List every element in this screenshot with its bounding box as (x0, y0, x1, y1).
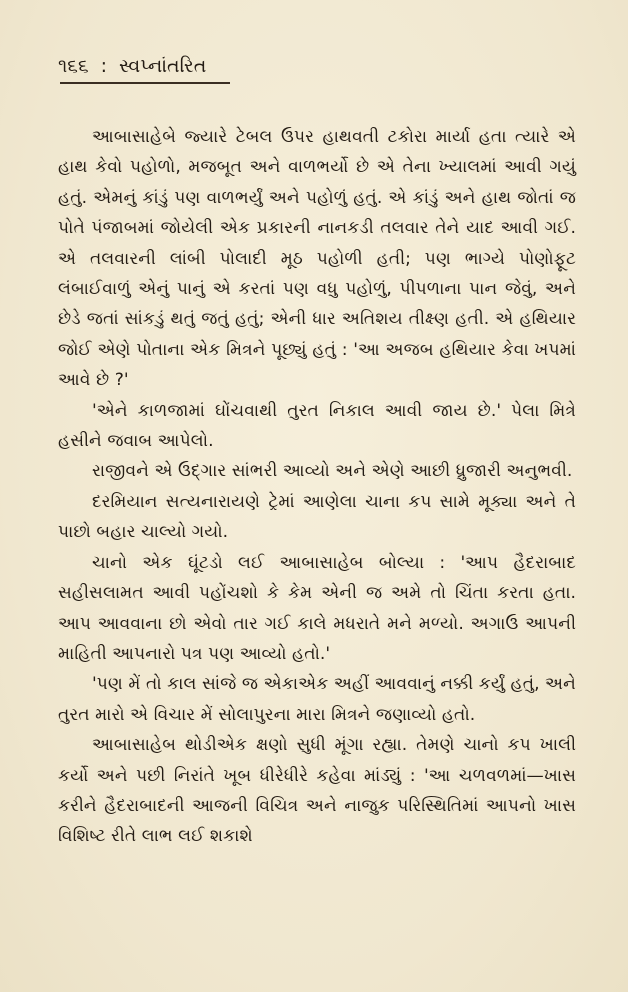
header-separator: : (100, 55, 107, 77)
page-header (58, 54, 576, 78)
header-underline (60, 82, 230, 84)
page-body (58, 122, 576, 852)
paragraph-5: ચાનો એક ઘૂંટડો લઈ આબાસાહેબ બોલ્યા : 'આપ હૈદરાબાદ સહીસલામત આવી પહોંચશો કે કેમ એની જ અમે તો ચિંતા કરતા હતા. આપ આવવાના છો એવો તાર ગઈ કાલે મધરાતે મને મળ્યો. અગાઉ આપની માહિતી આપનારો પત્ર પણ આવ્યો હતો.' (58, 552, 576, 664)
book-title: સ્વપ્નાંતરિત (119, 55, 207, 77)
paragraph-1: આબાસાહેબે જ્યારે ટેબલ ઉપર હાથવતી ટકોરા માર્યા હતા ત્યારે એ હાથ કેવો પહોળો, મજબૂત અને વાળભર્યો છે એ તેના ખ્યાલમાં આવી ગયું હતું. એમનું કાંડું પણ વાળભર્યું અને પહોળું હતું. એ કાંડું અને હાથ જોતાં જ પોતે પંજાબમાં જોયેલી એક પ્રકારની નાનકડી તલવાર તેને યાદ આવી ગઈ. એ તલવારની લાંબી પોલાદી મૂઠ પહોળી હતી; પણ ભાગ્યે પોણોફૂટ લંબાઈવાળું એનું પાનું એ કરતાં પણ વધુ પહોળું, પીપળાના પાન જેવું, અને છેડે જતાં સાંકડું થતું જતું હતું; એની ધાર અતિશય તીક્ષ્ણ હતી. એ હથિયાર જોઈ એણે પોતાના એક મિત્રને પૂછ્યું હતું : 'આ અજબ હથિયાર કેવા ખપમાં આવે છે ?' (58, 127, 576, 391)
paragraph-4: દરમિયાન સત્યનારાયણે ટ્રેમાં આણેલા ચાના કપ સામે મૂક્યા અને તે પાછો બહાર ચાલ્યો ગયો. (58, 491, 576, 543)
paragraph-6: 'પણ મેં તો કાલ સાંજે જ એકાએક અહીં આવવાનું નક્કી કર્યું હતું, અને તુરત મારો એ વિચાર મેં સોલાપુરના મારા મિત્રને જણાવ્યો હતો. (58, 674, 576, 725)
paragraph-3: રાજીવને એ ઉદ્ગાર સાંભરી આવ્યો અને એણે આછી ધ્રુજારી અનુભવી. (92, 461, 573, 482)
paragraph-7: આબાસાહેબ થોડીએક ક્ષણો સુધી મૂંગા રહ્યા. તેમણે ચાનો કપ ખાલી કર્યો અને પછી નિરાંતે ખૂબ ધીરેધીરે કહેવા માંડ્યું : 'આ ચળવળમાં—ખાસ કરીને હૈદરાબાદની આજની વિચિત્ર અને નાજુક પરિસ્થિતિમાં આપનો ખાસ વિશિષ્ટ રીતે લાભ લઈ શકાશે (58, 735, 576, 847)
page-number: ૧૬૬ (58, 55, 89, 77)
paragraph-2: 'એને કાળજામાં ઘોંચવાથી તુરત નિકાલ આવી જાય છે.' પેલા મિત્રે હસીને જવાબ આપેલો. (58, 400, 576, 452)
